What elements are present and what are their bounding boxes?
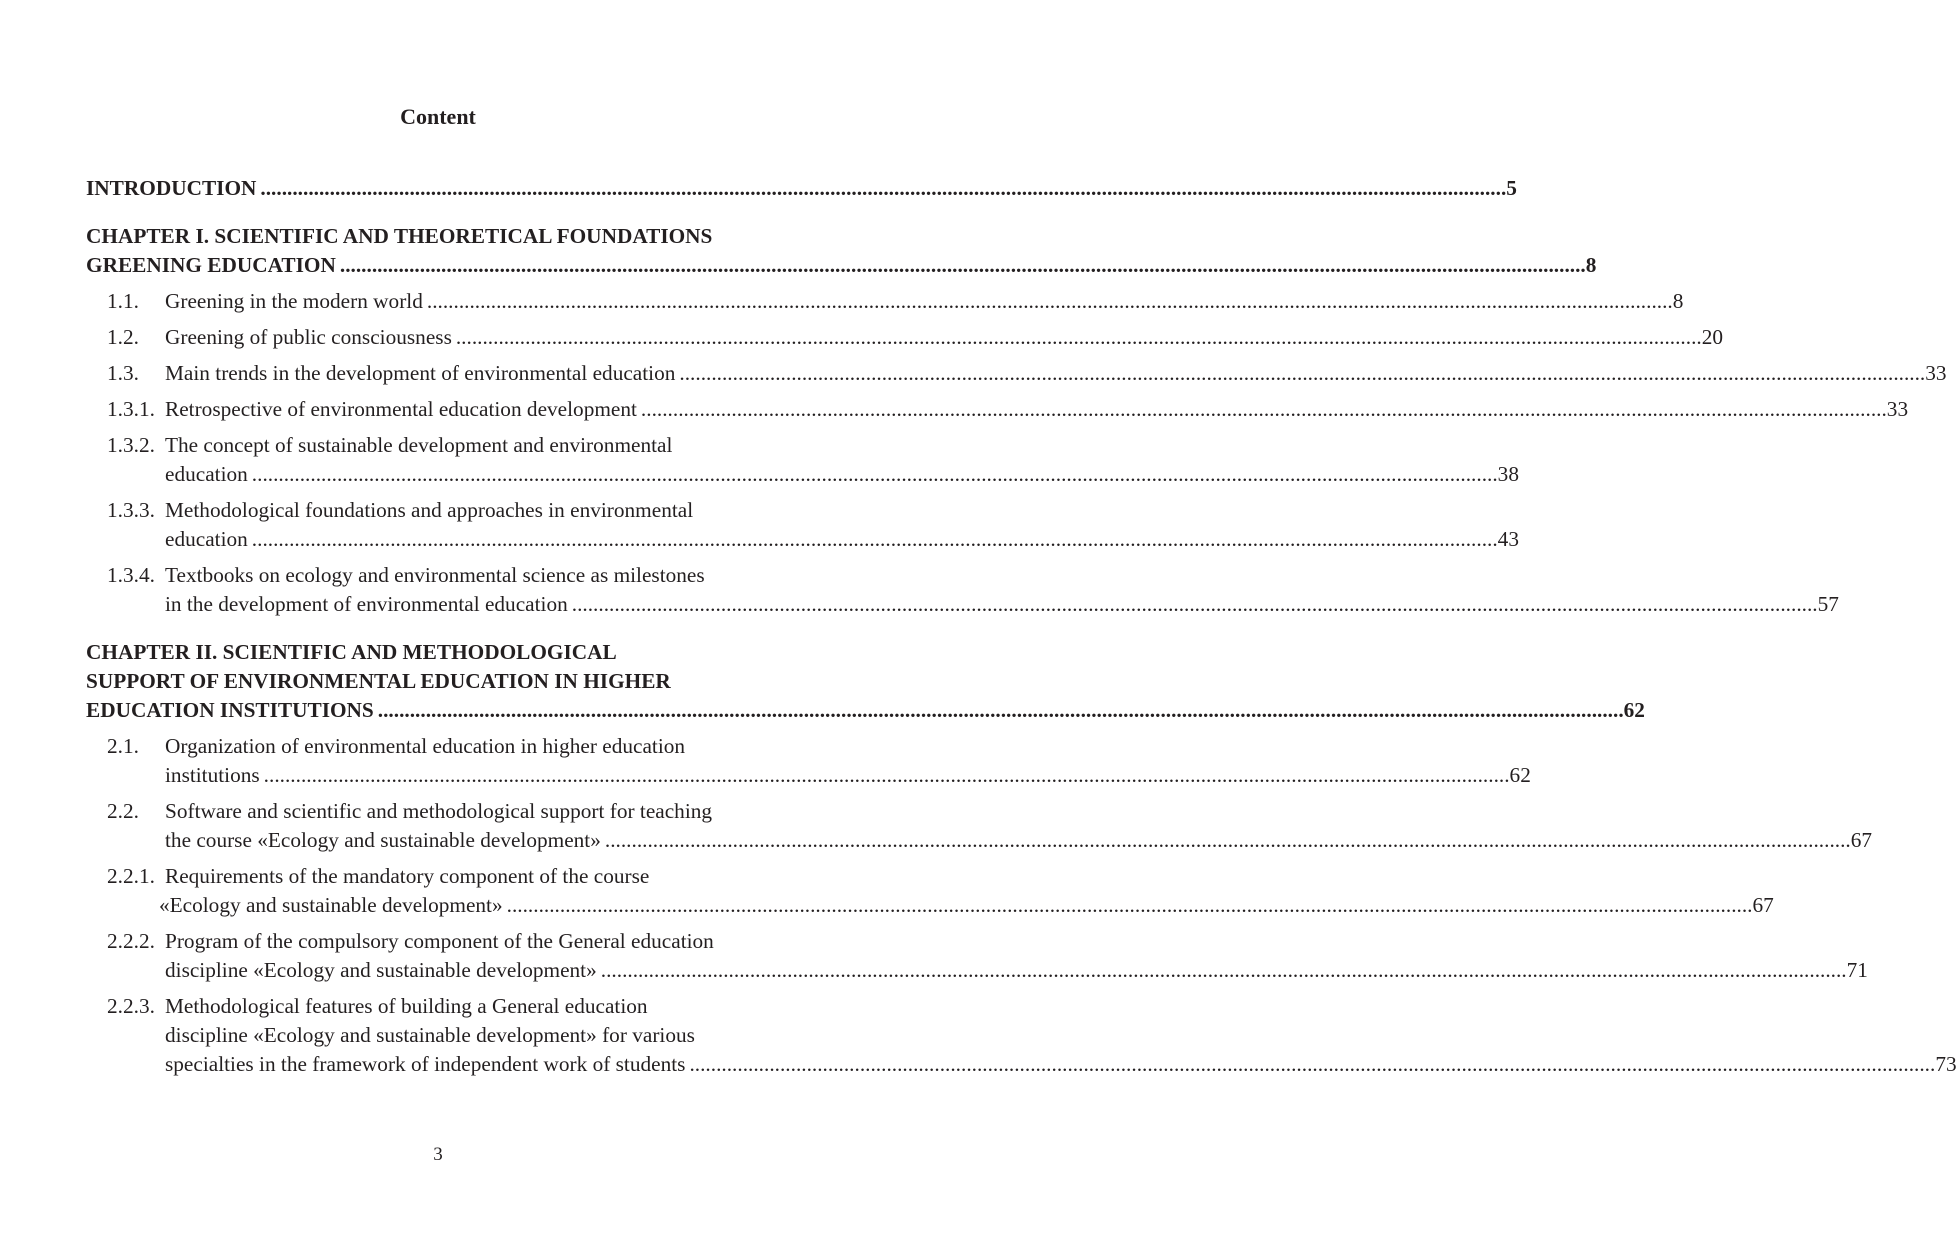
toc-page-number: 57 [1817, 592, 1839, 616]
toc-page-number: 38 [1497, 462, 1519, 486]
toc-page-number: 8 [1672, 289, 1684, 313]
toc-entry-title: the course «Ecology and sustainable development» [165, 828, 601, 852]
toc-entry-title-line: Organization of environmental education in higher education [165, 734, 686, 758]
toc-page-number: 5 [1506, 176, 1517, 200]
toc-entry-title: education [165, 527, 248, 551]
toc-entry-title: Greening of public consciousness [165, 325, 452, 349]
toc-entry-title: Retrospective of environmental education development [165, 397, 637, 421]
toc-entry-2-2-2[interactable] [86, 927, 1868, 985]
toc-entry-chapter-2[interactable] [86, 638, 1645, 725]
toc-entry-introduction[interactable] [86, 174, 1517, 203]
leader-dots: .......................................................................................................................................................................................................................................... [251, 462, 1498, 486]
toc-entry-2-2[interactable] [86, 797, 1873, 855]
toc-entry-2-1[interactable] [86, 732, 1531, 790]
toc-entry-1-3-4[interactable] [86, 561, 1839, 619]
leader-dots: .......................................................................................................................................................................................................................................... [339, 253, 1586, 277]
leader-dots: .......................................................................................................................................................................................................................................... [377, 698, 1624, 722]
section-number: 1.3.2. [107, 433, 155, 457]
toc-entry-title: in the development of environmental education [165, 592, 568, 616]
leader-dots: .......................................................................................................................................................................................................................................... [689, 1052, 1936, 1076]
leader-dots: .......................................................................................................................................................................................................................................... [455, 325, 1702, 349]
toc-entry-title-line: The concept of sustainable development and environmental [165, 433, 673, 457]
toc-entry-title: specialties in the framework of independent work of students [165, 1052, 686, 1076]
toc-entry-title: GREENING EDUCATION [86, 253, 336, 277]
section-number: 2.2. [107, 799, 139, 823]
toc-entry-1-2[interactable] [86, 323, 1724, 352]
page-number: 3 [433, 1144, 443, 1165]
leader-dots: .......................................................................................................................................................................................................................................... [426, 289, 1673, 313]
leader-dots: .......................................................................................................................................................................................................................................... [506, 893, 1753, 917]
section-number: 1.3. [107, 361, 139, 385]
section-number: 2.2.3. [107, 994, 155, 1018]
leader-dots: .......................................................................................................................................................................................................................................... [260, 176, 1507, 200]
toc-entry-title-line: discipline «Ecology and sustainable development» for various [165, 1023, 695, 1047]
toc-entry-title: Main trends in the development of environmental education [165, 361, 676, 385]
toc-page-number: 33 [1886, 397, 1909, 421]
toc-page-number: 62 [1623, 698, 1645, 722]
section-number: 1.3.3. [107, 498, 155, 522]
toc-page-number: 73 [1935, 1052, 1957, 1076]
table-of-contents [86, 174, 1957, 1079]
leader-dots: .......................................................................................................................................................................................................................................... [251, 527, 1498, 551]
toc-entry-title-line: SUPPORT OF ENVIRONMENTAL EDUCATION IN HIGHER [86, 669, 671, 693]
leader-dots: .......................................................................................................................................................................................................................................... [263, 763, 1510, 787]
toc-entry-title: EDUCATION INSTITUTIONS [86, 698, 374, 722]
section-number: 2.1. [107, 734, 139, 758]
page-title: Content [400, 104, 476, 129]
toc-entry-title: education [165, 462, 248, 486]
toc-page-number: 33 [1925, 361, 1947, 385]
section-number: 2.2.1. [107, 864, 155, 888]
leader-dots: .......................................................................................................................................................................................................................................... [640, 397, 1887, 421]
toc-page-number: 43 [1497, 527, 1519, 551]
toc-entry-title-line: Program of the compulsory component of the General education [165, 929, 714, 953]
toc-entry-1-3-2[interactable] [86, 431, 1519, 489]
toc-entry-2-2-3[interactable] [86, 992, 1957, 1079]
toc-entry-title-line: Methodological features of building a General education [165, 994, 648, 1018]
toc-entry-title: discipline «Ecology and sustainable development» [165, 958, 597, 982]
leader-dots: .......................................................................................................................................................................................................................................... [600, 958, 1847, 982]
toc-entry-title: Greening in the modern world [165, 289, 423, 313]
toc-entry-title-line: CHAPTER II. SCIENTIFIC AND METHODOLOGICAL [86, 640, 617, 664]
toc-entry-title: «Ecology and sustainable development» [159, 893, 503, 917]
toc-entry-title: INTRODUCTION [86, 176, 257, 200]
toc-entry-1-3-3[interactable] [86, 496, 1519, 554]
toc-entry-title-line: Methodological foundations and approaches in environmental [165, 498, 694, 522]
section-number: 1.1. [107, 289, 139, 313]
toc-page-number: 8 [1585, 253, 1597, 277]
section-number: 1.3.1. [107, 397, 155, 421]
toc-page-number: 20 [1701, 325, 1724, 349]
toc-entry-title-line: CHAPTER I. SCIENTIFIC AND THEORETICAL FOUNDATIONS [86, 224, 713, 248]
toc-entry-title-line: Requirements of the mandatory component of the course [165, 864, 650, 888]
section-number: 1.3.4. [107, 563, 155, 587]
toc-entry-title-line: Textbooks on ecology and environmental science as milestones [165, 563, 705, 587]
toc-entry-title-line: Software and scientific and methodological support for teaching [165, 799, 713, 823]
toc-page-number: 62 [1509, 763, 1531, 787]
section-number: 2.2.2. [107, 929, 155, 953]
leader-dots: .......................................................................................................................................................................................................................................... [571, 592, 1818, 616]
toc-entry-1-1[interactable] [86, 287, 1684, 316]
toc-page-number: 71 [1846, 958, 1868, 982]
section-number: 1.2. [107, 325, 139, 349]
toc-page-number: 67 [1752, 893, 1774, 917]
toc-entry-title: institutions [165, 763, 260, 787]
toc-entry-chapter-1[interactable] [86, 222, 1597, 280]
toc-entry-1-3-1[interactable] [86, 395, 1909, 424]
leader-dots: .......................................................................................................................................................................................................................................... [604, 828, 1851, 852]
toc-entry-2-2-1[interactable] [86, 862, 1774, 920]
leader-dots: .......................................................................................................................................................................................................................................... [679, 361, 1926, 385]
toc-page-number: 67 [1850, 828, 1873, 852]
toc-entry-1-3[interactable] [86, 359, 1947, 388]
